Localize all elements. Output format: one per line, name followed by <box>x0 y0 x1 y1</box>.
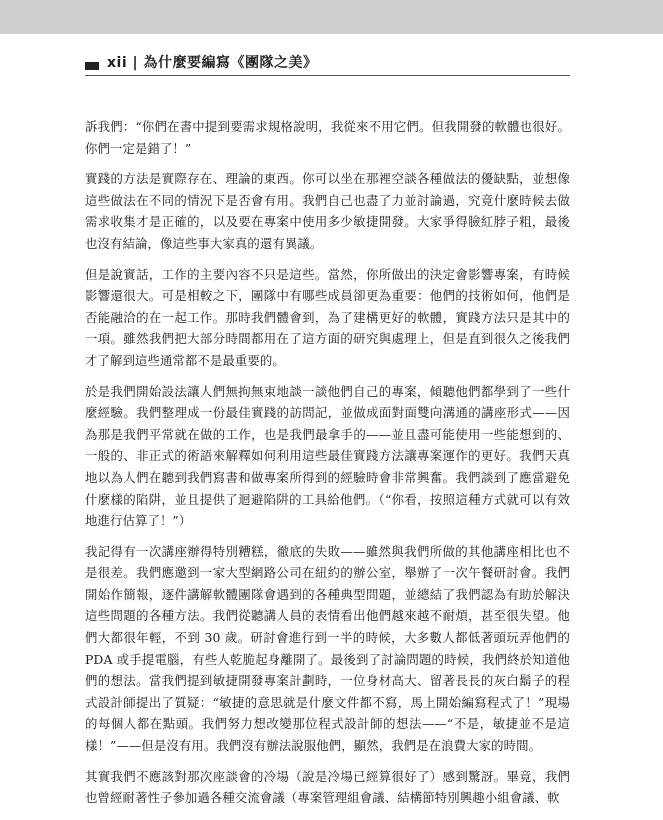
paragraph: 訴我們：“你們在書中提到要需求規格說明，我從來不用它們。但我開發的軟體也很好。你們一定是錯了！” <box>85 119 570 156</box>
page-number: xii <box>107 55 128 71</box>
paragraph: 其實我們不應該對那次座談會的冷場（說是冷場已經算很好了）感到驚訝。畢竟，我們也曾經耐著性子參加過各種交流會議（專案管理組會議、結構節特別興趣小組會議、軟 <box>85 768 570 806</box>
header-text <box>107 52 318 72</box>
header-marker-bar <box>85 62 99 70</box>
paragraph: 實踐的方法是實際存在、理論的東西。你可以坐在那裡空談各種做法的優缺點，並想像這些做法在不同的情況下是否會有用。我們自己也盡了力並討論過，究竟什麼時候去做需求收集才是正確的，以及要在專案中使用多少敏捷開發。大家爭得臉紅脖子粗，最後也沒有結論，像這些事大家真的還有異議。 <box>85 171 570 251</box>
header-separator: | <box>132 55 139 71</box>
paragraph: 但是說實話，工作的主要內容不只是這些。當然，你所做出的決定會影響專案，有時候影響還很大。可是相較之下，團隊中有哪些成員卻更為重要：他們的技術如何，他們是否能融洽的在一起工作。那時我們體會到，為了建構更好的軟體，實踐方法只是其中的一項。雖然我們把大部分時間都用在了這方面的研究與處理上，但是直到很久之後我們才了解到這些通常都不是最重要的。 <box>85 266 570 368</box>
paragraph: 我記得有一次講座辦得特別糟糕，徹底的失敗——雖然與我們所做的其他講座相比也不是很差。我們應邀到一家大型網路公司在紐約的辦公室，舉辦了一次午餐研討會。我們開始作簡報，逐件講解軟體團隊會遇到的各種典型問題，並總結了我們認為有助於解決這些問題的各種方法。我們從聽講人員的表情看出他們越來越不耐煩，甚至很失望。他們大都很年輕，不到 30 歲。研討會進行到一半的時候，大多數人都低著頭玩弄他們的 PDA 或手提電腦，有些人乾脆起身離開了。最後到了討論問題的時候，我們終於知道他們的想法。當我們提到敏捷開發專案計劃時，一位身材高大、留著長長的灰白鬍子的程式設計師提出了質疑：“敏捷的意思就是什麼文件都不寫，馬上開始編寫程式了！”現場的每個人都在點頭。我們努力想改變那位程式設計師的想法——“不是，敏捷並不是這樣！”——但是沒有用。我們沒有辦法說服他們，顯然，我們是在浪費大家的時間。 <box>85 543 570 754</box>
chapter-title: 為什麼要編寫《團隊之美》 <box>143 55 318 71</box>
running-header <box>85 50 570 74</box>
header-rule <box>85 75 570 76</box>
body-text <box>85 116 570 818</box>
paragraph: 於是我們開始設法讓人們無拘無束地談一談他們自己的專案，傾聽他們都學到了一些什麼經驗。我們整理成一份最佳實踐的訪問記，並做成面對面雙向溝通的講座形式——因為那是我們平常就在做的工作，也是我們最拿手的——並且盡可能使用一些能想到的、一般的、非正式的術語來解釋如何利用這些最佳實踐方法讓專案運作的更好。我們天真地以為人們在聽到我們寫書和做專案所得到的經驗時會非常興奮。我們談到了應當避免什麼樣的陷阱，並且提供了迴避陷阱的工具給他們。（“你看，按照這種方式就可以有效地進行估算了！”） <box>85 383 570 529</box>
top-margin-band <box>0 0 663 34</box>
